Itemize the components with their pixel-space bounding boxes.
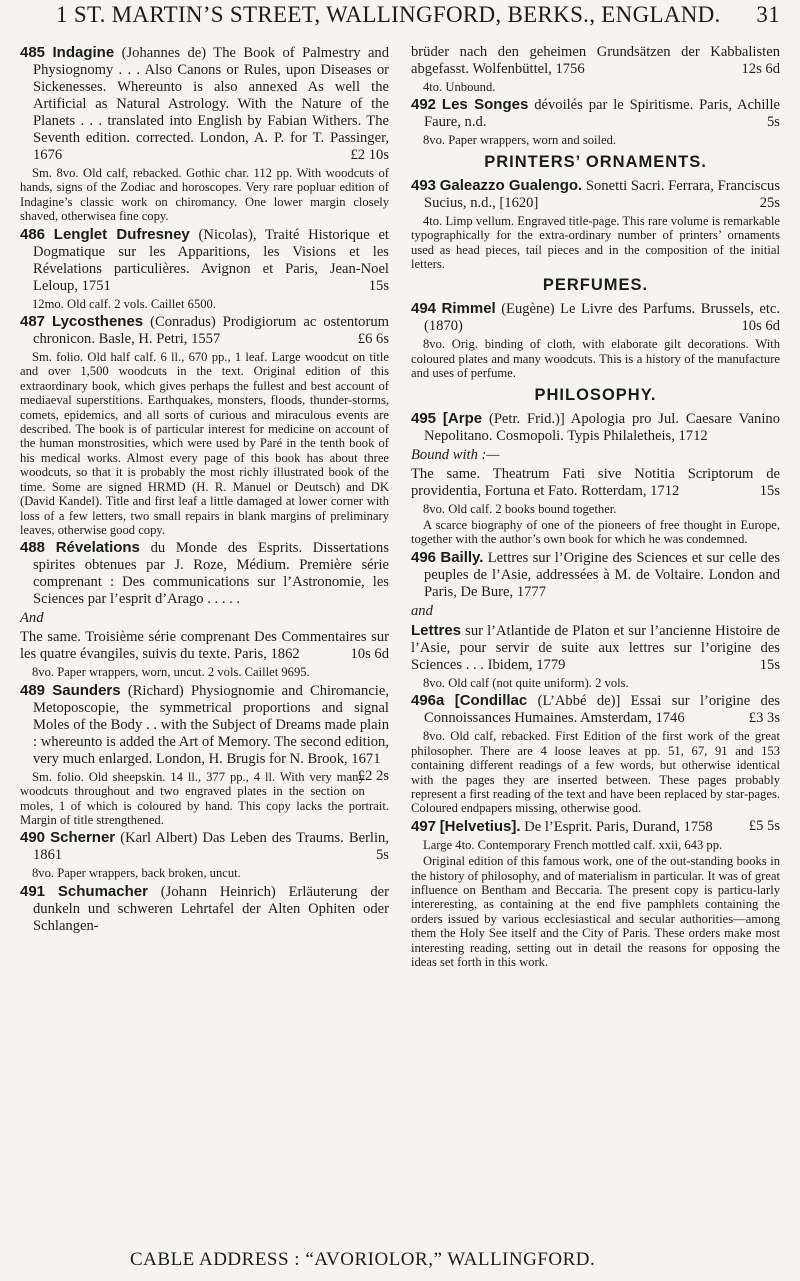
entry-and: And xyxy=(20,610,44,627)
catalogue-entry xyxy=(20,313,389,348)
entry-price: £2 10s xyxy=(350,147,389,163)
section-heading-philosophy: PHILOSOPHY. xyxy=(534,385,657,404)
entry-note: Sm. folio. Old half calf. 6 ll., 670 pp., 1 leaf. Large woodcut on title and over 1,500 woodcuts in the text. Original edition of this extraordinary book, which gives perhaps the fullest and best account of mediaeval superstitions. Earthquakes, monsters, floods, thunder-storms, comets, epidemics, and all sorts of curious and miraculous events are described. The book is of particular interest for medicine on account of the human monstrosities, which were used by Paré in the tenth book of his medical works. Almost every page of this book has about three woodcuts, so that it is probably the most richly illustrated book of the time. Some are signed HRMD (H. R. Manuel or Deutsch) and DK (David Kandel). Title and first leaf a little damaged at lower corner with loss of a few letters, two small repairs in blank margins of preliminary leaves, otherwise good copy. xyxy=(20,350,389,537)
entry-author: Les Songes xyxy=(441,96,529,114)
entry-note: 4to. Unbound. xyxy=(423,80,496,94)
entry-price: 5s xyxy=(767,114,780,131)
entry-note: 8vo. Old calf. 2 books bound together. xyxy=(423,501,617,516)
entry-note: Sm. 8vo. Old calf, rebacked. Gothic char. 112 pp. With woodcuts of hands, signs of the Zodiac and horoscopes. Very rare popluar edition of Indagine’s classic work on chiromancy. One lower margin closely shaved, otherwisea fine copy. xyxy=(20,166,389,224)
entry-number: 496 xyxy=(411,548,437,566)
entry-text: (L’Abbé de)] Essai sur l’origine des Connoissances Humaines. Amsterdam, 1746 xyxy=(424,693,780,727)
catalogue-entry xyxy=(411,300,780,335)
entry-text: (Johannes de) The Book of Palmestry and Physiognomy . . . Also Canons or Rules, upon Diseases or Sickenesses. Whereunto is also annexed As well the Artificial as Natural Astrology. With the Nature of the Planets . . . translated into English by Fabian Withers. The Seventh edition. corrected. London, A. P. for T. Passinger, 1676 xyxy=(33,45,390,163)
page-number: 31 xyxy=(756,2,780,27)
entry-author: Scherner xyxy=(50,829,116,847)
entry-note: 8vo. Old calf, rebacked. First Edition of the first work of the great philosopher. There are 4 loose leaves at pp. 51, 67, 91 and 153 containing different readings of a few words, but otherwise identical with the pages they are inserted between. These pages probably represent a first reading of the text and have been replaced by star-pages. Coloured endpapers missing, otherwise good. xyxy=(411,729,780,816)
entry-author: Lycosthenes xyxy=(51,313,144,331)
entry-text: De l’Esprit. Paris, Durand, 1758 xyxy=(524,818,713,835)
entry-number: 488 xyxy=(20,539,46,557)
entry-note: 8vo. Old calf (not quite uniform). 2 vols. xyxy=(423,675,629,690)
entry-text: (Nicolas), Traité Historique et Dogmatique sur les Apparitions, les Visions et les Révelations particulières. Avignon et Paris, Jean-Noel Leloup, 1751 xyxy=(33,226,389,294)
section-heading-ornaments: PRINTERS’ ORNAMENTS. xyxy=(484,152,707,171)
entry-author: Révelations xyxy=(55,539,140,557)
entry-note: 8vo. Orig. binding of cloth, with elaborate gilt decorations. With coloured plates and many woodcuts. This is a history of the manufacture and uses of perfume. xyxy=(411,337,780,381)
entry-number: 497 xyxy=(411,817,437,835)
entry-author: Saunders xyxy=(52,681,121,699)
catalogue-entry-continued xyxy=(411,44,780,78)
catalogue-entry xyxy=(411,692,780,727)
entry-number: 491 xyxy=(20,882,46,900)
entry-number: 485 xyxy=(20,44,46,61)
entry-text: brüder nach den geheimen Grundsätzen der Kabbalisten abgefasst. Wolfenbüttel, 1756 xyxy=(411,44,780,77)
left-column xyxy=(20,44,389,937)
entry-text: Lettres sur l’Origine des Sciences et sur celle des peuples de l’Asie, addressées à M. de Voltaire. London and Paris, De Bure, 1777 xyxy=(424,549,780,600)
entry-author: [Arpe xyxy=(442,409,483,427)
entry-text: (Karl Albert) Das Leben des Traums. Berlin, 1861 xyxy=(33,830,389,864)
entry-note: 8vo. Paper wrappers, worn, uncut. 2 vols. Caillet 9695. xyxy=(32,665,310,680)
entry-number: 493 xyxy=(411,176,437,194)
entry-text: dévoilés par le Spiritisme. Paris, Achille Faure, n.d. xyxy=(424,97,780,131)
entry-author: [Condillac xyxy=(454,692,528,710)
entry-number: 486 xyxy=(20,225,46,243)
entry-price: 10s 6d xyxy=(350,646,389,663)
entry-number: 495 xyxy=(411,409,437,427)
entry-author: Indagine xyxy=(52,44,115,61)
entry-price: £2 2s xyxy=(357,767,389,784)
entry-text-2: The same. Troisième série comprenant Des Commentaires sur les quatre évangiles, suivis du texte. Paris, 1862 xyxy=(20,629,389,663)
entry-number: 496a xyxy=(411,692,445,710)
entry-and: and xyxy=(411,602,433,619)
entry-author: Schumacher xyxy=(57,882,148,900)
entry-number: 492 xyxy=(411,96,437,114)
entry-author: Rimmel xyxy=(441,300,496,318)
catalogue-entry xyxy=(20,883,389,935)
catalogue-entry xyxy=(411,410,780,445)
catalogue-entry xyxy=(20,681,389,784)
entry-number: 487 xyxy=(20,313,46,331)
entry-price: 25s xyxy=(759,194,780,211)
catalogue-entry xyxy=(20,226,389,295)
entry-number: 489 xyxy=(20,681,46,699)
entry-number: 490 xyxy=(20,829,46,847)
entry-author: Lenglet Dufresney xyxy=(53,225,190,243)
entry-price: 15s xyxy=(368,277,389,294)
catalogue-entry xyxy=(411,177,780,212)
bound-with-label: Bound with :— xyxy=(411,446,500,463)
entry-price: 12s 6d xyxy=(741,61,780,77)
page-footer: CABLE ADDRESS : “AVORIOLOR,” WALLINGFORD. xyxy=(130,1249,596,1270)
section-heading-perfumes: PERFUMES. xyxy=(542,276,649,295)
entry-price: £3 3s xyxy=(748,710,780,727)
catalogue-entry xyxy=(411,96,780,131)
entry-text: (Petr. Frid.)] Apologia pro Jul. Caesare Vanino Nepolitano. Cosmopoli. Typis Philaletheis, 1712 xyxy=(424,410,780,444)
entry-note: 8vo. Paper wrappers, worn and soiled. xyxy=(423,133,617,148)
entry-note: Original edition of this famous work, one of the out-standing books in the history of philosophy, and of materialism in particular. It was of great influence on Bentham and Beccaria. The present copy is particu-larly intereresting, as containing at the end five pamphlets containing the orders issued by various ecclesiastical and secular authorities—among them the Holy See itself and the City of Paris. These orders make most interesting reading, setting out in detail the reasons for opposing the ideas set forth in this work. xyxy=(411,854,780,969)
entry-price: 5s xyxy=(376,847,389,864)
entry-title-lettres: Lettres xyxy=(411,621,462,639)
catalogue-entry-continued xyxy=(411,466,780,500)
entry-text: du Monde des Esprits. Dissertations spirites obtenues par J. Roze, Médium. Première série comprenant : Des communications sur l’Astronomie, les Sciences par l’esprit d’Arago . . . . . xyxy=(33,540,389,608)
header-address: 1 ST. MARTIN’S STREET, WALLINGFORD, BERKS., ENGLAND. xyxy=(56,2,721,27)
entry-text-2: sur l’Atlantide de Platon et sur l’ancienne Histoire de l’Asie, pour servir de suite aux lettres sur l’origine des Sciences . . . Ibidem, 1779 xyxy=(411,622,780,673)
catalogue-entry-continued xyxy=(411,622,780,674)
catalogue-entry xyxy=(411,818,780,836)
entry-price: 10s 6d xyxy=(741,318,780,335)
entry-price: £6 6s xyxy=(357,331,389,348)
entry-note: Large 4to. Contemporary French mottled calf. xxii, 643 pp. xyxy=(423,837,723,852)
right-column xyxy=(411,44,780,971)
entry-note: 4to. Limp vellum. Engraved title-page. This rare volume is remarkable typographically for the extra-ordinary number of printers’ ornaments used as head pieces, tail pieces and in the composition of the initial letters. xyxy=(411,213,780,272)
entry-note: 12mo. Old calf. 2 vols. Caillet 6500. xyxy=(32,296,216,311)
entry-text: Sonetti Sacri. Ferrara, Franciscus Sucius, n.d., [1620] xyxy=(424,177,780,211)
entry-author: Galeazzo Gualengo. xyxy=(439,176,583,194)
entry-author: [Helvetius]. xyxy=(439,817,521,835)
entry-text: (Richard) Physiognomie and Chiromancie, Metoposcopie, the symmetrical proportions and signal Moles of the Body . . with the Subject of Dreams made plain : whereunto is added the Art of Memory. The second edition, very much enlarged. London, H. Brugis for N. Brook, 1671 xyxy=(33,682,389,767)
entry-note: 8vo. Paper wrappers, back broken, uncut. xyxy=(32,866,241,881)
entry-text-2: The same. Theatrum Fati sive Notitia Scriptorum de providentia, Fortuna et Fato. Rotterdam, 1712 xyxy=(411,465,780,499)
entry-price: 15s xyxy=(759,656,780,673)
entry-author: Bailly. xyxy=(440,548,484,566)
entry-note: Sm. folio. Old sheepskin. 14 ll., 377 pp., 4 ll. With very many woodcuts throughout and two engraved plates in the section on moles, 1 of which is coloured by hand. This copy lacks the portrait. Margin of title strengthened. xyxy=(20,769,389,827)
catalogue-entry xyxy=(20,539,389,608)
entry-price: £5 5s xyxy=(748,817,780,834)
catalogue-entry-continued xyxy=(20,629,389,663)
page-header xyxy=(20,0,780,42)
entry-text: (Johann Heinrich) Erläuterung der dunkeln und schweren Lehrtafel der Alten Ophiten oder Schlangen- xyxy=(33,883,389,934)
entry-price: 15s xyxy=(759,482,780,499)
entry-number: 494 xyxy=(411,300,437,318)
catalogue-entry xyxy=(20,829,389,864)
catalogue-entry xyxy=(20,44,389,164)
entry-note: A scarce biography of one of the pioneers of free thought in Europe, together with the author’s own book for which he was condemned. xyxy=(411,518,780,547)
catalogue-entry xyxy=(411,549,780,601)
entry-text: (Eugène) Le Livre des Parfums. Brussels, etc. (1870) xyxy=(424,301,780,335)
entry-text: (Conradus) Prodigiorum ac ostentorum chronicon. Basle, H. Petri, 1557 xyxy=(33,314,389,348)
